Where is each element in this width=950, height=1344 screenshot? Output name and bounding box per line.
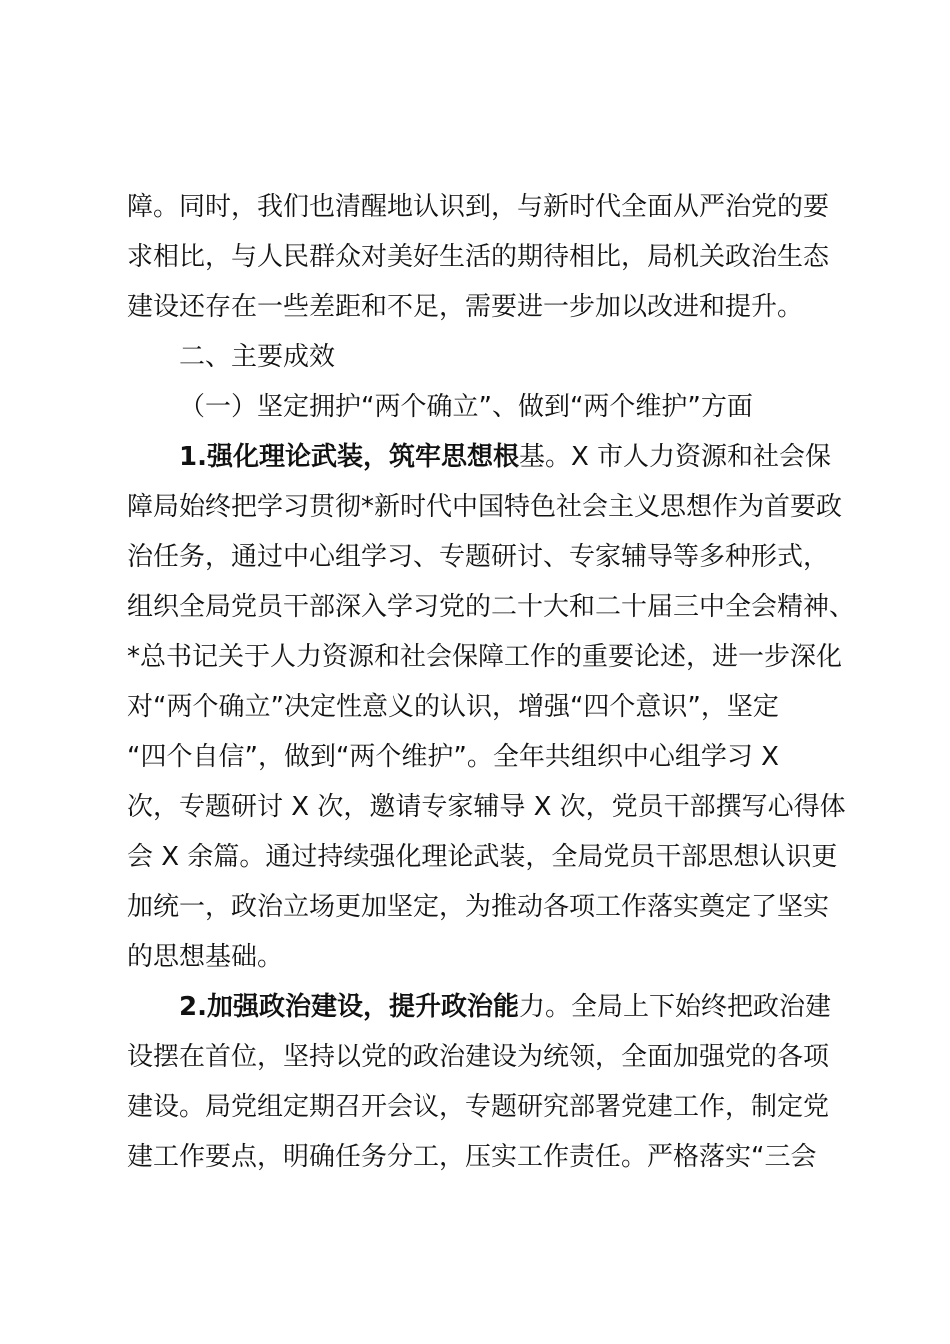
document-body — [127, 182, 856, 1182]
paragraph-line: 治任务，通过中心组学习、专题研讨、专家辅导等多种形式， — [127, 542, 830, 572]
item2-title: 2.加强政治建设，提升政治能 — [179, 992, 519, 1022]
subsection-heading: （一）坚定拥护“两个确立”、做到“两个维护”方面 — [179, 392, 753, 422]
paragraph-line: 建工作要点，明确任务分工，压实工作责任。严格落实“三会 — [127, 1142, 817, 1172]
item1-first-line — [127, 432, 839, 482]
item2-first-line — [127, 982, 839, 1032]
paragraph-line: 障局始终把学习贯彻*新时代中国特色社会主义思想作为首要政 — [127, 492, 843, 522]
paragraph-line: *总书记关于人力资源和社会保障工作的重要论述，进一步深化 — [127, 642, 843, 672]
item2-first-line-text: 力。全局上下始终把政治建 — [518, 992, 831, 1022]
paragraph-line: 对“两个确立”决定性意义的认识，增强“四个意识”，坚定 — [127, 692, 779, 722]
paragraph-line: 建设。局党组定期召开会议，专题研究部署党建工作，制定党 — [127, 1092, 830, 1122]
paragraph-line: 的思想基础。 — [127, 942, 284, 972]
paragraph-line: 设摆在首位，坚持以党的政治建设为统领，全面加强党的各项 — [127, 1042, 830, 1072]
paragraph-line: 障。同时，我们也清醒地认识到，与新时代全面从严治党的要 — [127, 192, 830, 222]
item1-title: 1.强化理论武装，筑牢思想根 — [179, 442, 519, 472]
paragraph-line: 求相比，与人民群众对美好生活的期待相比，局机关政治生态 — [127, 242, 830, 272]
item1-first-line-text: 基。X 市人力资源和社会保 — [518, 442, 832, 472]
paragraph-line: 会 X 余篇。通过持续强化理论武装，全局党员干部思想认识更 — [127, 842, 838, 872]
paragraph-line: 组织全局党员干部深入学习党的二十大和二十届三中全会精神、 — [127, 592, 856, 622]
paragraph-line: 建设还存在一些差距和不足，需要进一步加以改进和提升。 — [127, 292, 804, 322]
paragraph-line: 加统一，政治立场更加坚定，为推动各项工作落实奠定了坚实 — [127, 892, 830, 922]
paragraph-line: 次，专题研讨 X 次，邀请专家辅导 X 次，党员干部撰写心得体 — [127, 792, 846, 822]
paragraph-line: “四个自信”，做到“两个维护”。全年共组织中心组学习 X — [127, 742, 779, 772]
section-heading: 二、主要成效 — [179, 342, 336, 372]
